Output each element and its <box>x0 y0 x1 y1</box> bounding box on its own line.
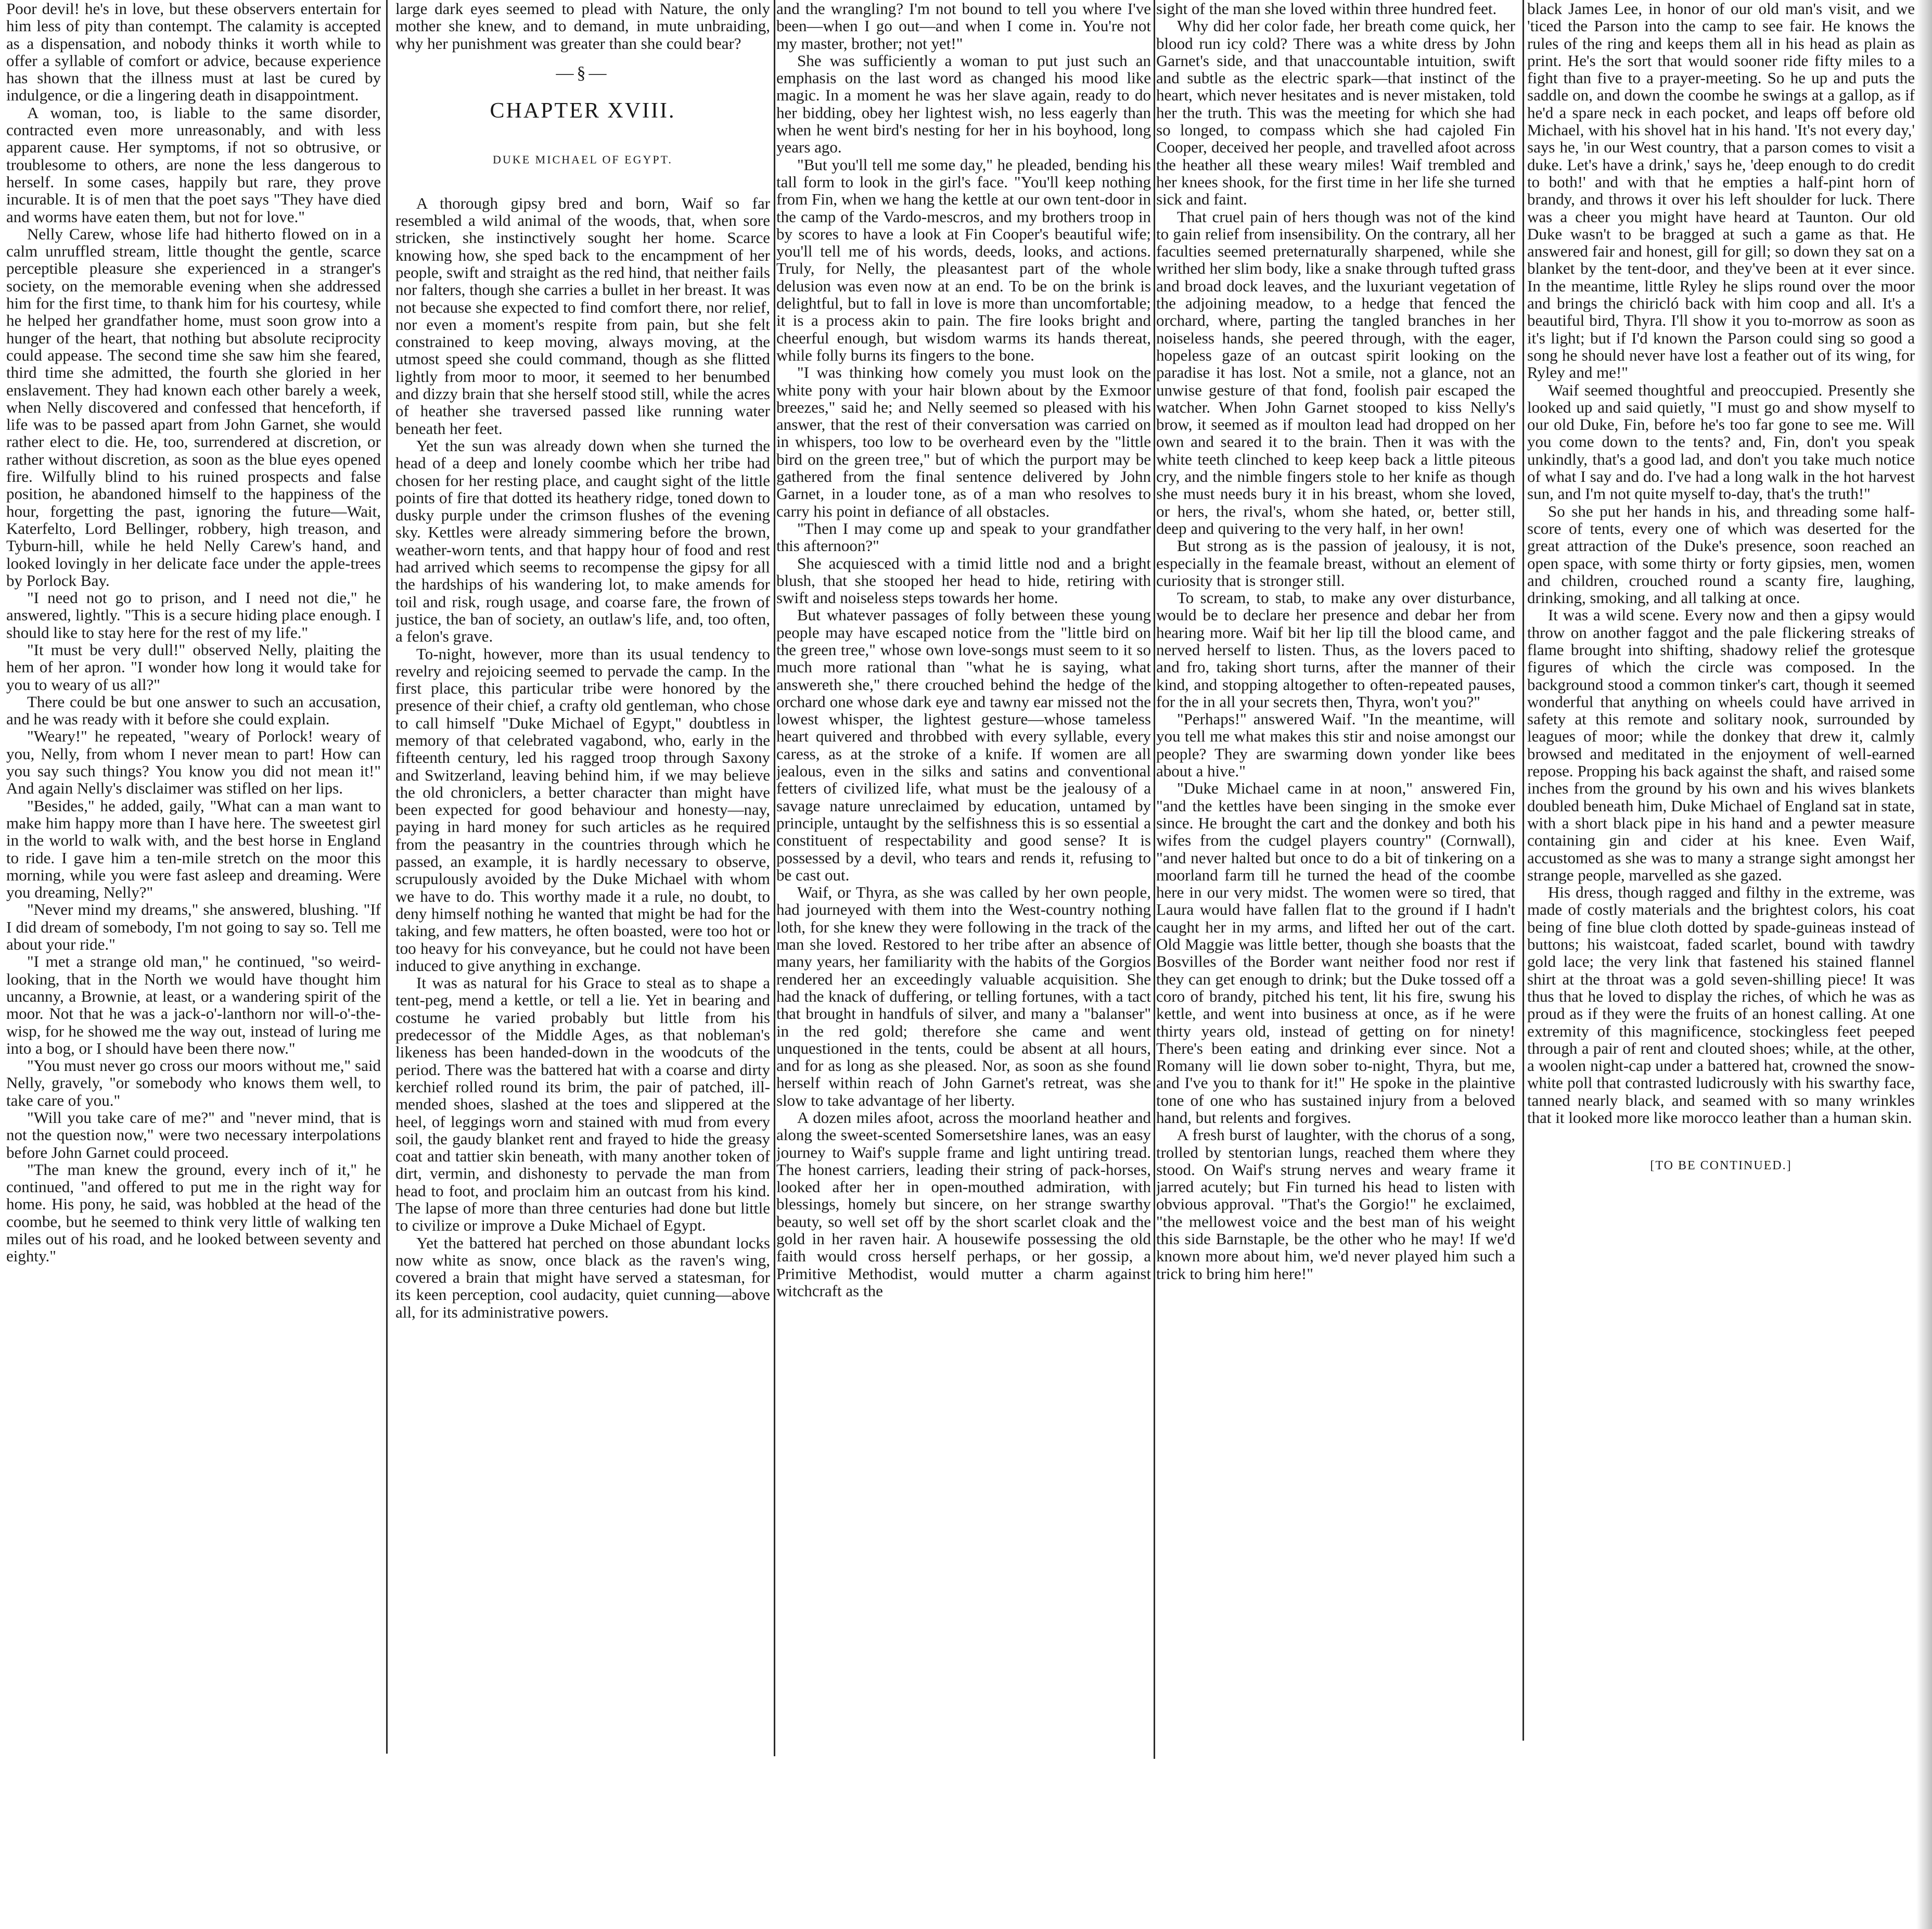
page-edge-shadow <box>1916 0 1932 1929</box>
paragraph: His dress, though ragged and filthy in the extreme, was made of costly materials and the brightest colors, his coat being of fine blue cloth dotted by spade-guineas instead of buttons; his waistcoat, faded scarlet, bound with tawdry gold lace; the very link that fastened his stained flannel shirt at the throat was a gold seven-shilling piece! It was thus that he loved to display the riches, of which he was as proud as if they were the fruits of an honest calling. At one extremity of this magnificence, stockingless feet peeped through a pair of rent and clouted shoes; while, at the other, a woolen night-cap under a battered hat, crowned the snow-white poll that contrasted ludicrously with his swarthy face, tanned nearly black, and seamed with so many wrinkles that it looked more like morocco leather than a human skin. <box>1527 883 1915 1127</box>
chapter-subtitle: DUKE MICHAEL OF EGYPT. <box>493 153 673 167</box>
column-2 <box>395 0 770 1759</box>
paragraph: "But you'll tell me some day," he pleaded, bending his tall form to look in the girl's face. "You'll keep nothing from Fin, when we hang the kettle at our own tent-door in the camp of the Vardo-mescros, and my brothers troop in by scores to have a look at Fin Cooper's beautiful wife; you'll tell me of his words, deeds, looks, and actions. Truly, for Nelly, the pleasantest part of the whole delusion was even now at an end. To be on the brink is delightful, but to fall in love is more than uncomfortable; it is a process akin to pain. The fire looks bright and cheerful enough, but wisdom warms its hands thereat, while folly burns its fingers to the bone. <box>776 155 1151 364</box>
paragraph: "I need not go to prison, and I need not die," he answered, lightly. "This is a secure hiding place enough. I should like to stay here for the rest of my life." <box>6 589 381 642</box>
to-be-continued: [TO BE CONTINUED.] <box>1650 1159 1792 1173</box>
paragraph: Waif, or Thyra, as she was called by her own people, had journeyed with them into the West-country nothing loth, for she knew they were following in the track of the man she loved. Restored to her tribe after an absence of many years, her familiarity with the habits of the Gorgios rendered her an exceedingly valuable acquisition. She had the knack of duffering, or telling fortunes, with a tact that brought in handfuls of silver, and many a "balanser" in the red gold; therefore she came and went unquestioned in the tents, could be absent at all hours, and for as long as she pleased. Nor, as soon as she found herself within reach of John Garnet's retreat, was she slow to take advantage of her liberty. <box>776 883 1151 1109</box>
paragraph: A woman, too, is liable to the same disorder, contracted even more unreasonably, and with less apparent cause. Her symptoms, if not so obtrusive, or troublesome to others, are none the less dangerous to herself. In some cases, happily but rare, they prove incurable. It is of men that the poet says "They have died and worms have eaten them, but not for love." <box>6 103 381 226</box>
paragraph: "Duke Michael came in at noon," answered Fin, "and the kettles have been singing in the smoke ever since. He brought the cart and the donkey and both his wifes from the cudgel players country" (Cornwall), "and never halted but once to do a bit of tinkering on a moorland farm till he turned the head of the coombe here in our very midst. The women were so tired, that Laura would have fallen flat to the ground if I hadn't caught her in my arms, and lifted her out of the cart. Old Maggie was little better, though she boasts that the Bosvilles of the Border want neither food nor rest if they can get enough to drink; but the Duke tossed off a coro of brandy, pitched his tent, lit his fire, swung his kettle, and went into business at once, as if he were thirty years old, instead of getting on for ninety! There's been eating and drinking ever since. Not a Romany will lie down sober to-night, Thyra, but me, and I've you to thank for it!" He spoke in the plaintive tone of one who has sustained injury from a beloved hand, but relents and forgives. <box>1156 779 1515 1127</box>
column-5 <box>1527 0 1915 1759</box>
paragraph: "You must never go cross our moors without me," said Nelly, gravely, "or somebody who knows them well, to take care of you." <box>6 1056 381 1109</box>
paragraph: It was a wild scene. Every now and then a gipsy would throw on another faggot and the pale flickering streaks of flame brought into shifting, shadowy relief the grotesque figures of which the circle was composed. In the background stood a common tinker's cart, though it seemed wonderful that anything on wheels could have arrived in safety at this remote and solitary nook, surrounded by leagues of moor; while the donkey that drew it, calmly browsed and meditated in the enjoyment of well-earned repose. Propping his back against the shaft, and raised some inches from the ground by his own and his wives blankets doubled beneath him, Duke Michael of England sat in state, with a short black pipe in his hand and a pewter measure containing gin and cider at his knee. Even Waif, accustomed as she was to many a strange sight amongst her strange people, marvelled as she gazed. <box>1527 606 1915 884</box>
paragraph: black James Lee, in honor of our old man's visit, and we 'ticed the Parson into the camp to see fair. He knows the rules of the ring and keeps them all in his head as plain as print. He's the sort that would sooner ride fifty miles to a fight than five to a prayer-meeting. So he up and puts the saddle on, and down the coombe he swings at a gallop, as if he'd a spare neck in each pocket, and leaps off before old Michael, with his shovel hat in his hand. 'It's not every day,' says he, 'in our West country, that a parson comes to visit a duke. Let's have a drink,' says he, 'deep enough to do credit to both!' and with that he empties a half-pint horn of brandy, and throws it over his left shoulder for luck. There was a cheer you might have heard at Taunton. Our old Duke wasn't to be bragged at such a game as that. He answered fair and honest, gill for gill; so down they sat on a blanket by the tent-door, and they've been at it ever since. In the meantime, little Ryley he slips round over the moor and brings the chiricló back with him coop and all. It's a beautiful bird, Thyra. I'll show it you to-morrow as soon as it's light; but if I'd known the Parson could sing so good a song he should never have lost a feather out of its wing, for Ryley and me!" <box>1527 0 1915 382</box>
paragraph: "The man knew the ground, every inch of it," he continued, "and offered to put me in the right way for home. His pony, he said, was hobbled at the head of the coombe, but he seemed to think very little of walking ten miles out of his road, and he looked between seventy and eighty." <box>6 1160 381 1266</box>
column-rule <box>774 0 775 1756</box>
chapter-heading <box>395 65 770 169</box>
column-rule <box>1522 0 1524 1741</box>
paragraph: She acquiesced with a timid little nod and a bright blush, that she stooped her head to hide, retiring with swift and noiseless steps towards her home. <box>776 554 1151 607</box>
paragraph: But strong as is the passion of jealousy, it is not, especially in the feamale breast, without an element of curiosity that is stronger still. <box>1156 536 1515 590</box>
column-3 <box>776 0 1151 1759</box>
paragraph: "Weary!" he repeated, "weary of Porlock! weary of you, Nelly, from whom I never mean to part! How can you say such things? You know you did not mean it!" And again Nelly's disclaimer was stifled on her lips. <box>6 727 381 798</box>
paragraph: Yet the battered hat perched on those abundant locks now white as snow, once black as the raven's wing, covered a brain that might have served a statesman, for its keen perception, cool audacity, quiet cunning—above all, for its administrative powers. <box>395 1233 770 1321</box>
paragraph: A dozen miles afoot, across the moorland heather and along the sweet-scented Somersetshire lanes, was an easy journey to Waif's supple frame and light untiring tread. The honest carriers, leading their string of pack-horses, looked after her in open-mouthed admiration, with blessings, homely but sincere, on her strange swarthy beauty, so well set off by the short scarlet cloak and the gold in her raven hair. A housewife possessing the old faith would cross herself perhaps, or her gossip, a Primitive Methodist, would mutter a charm against witchcraft as the <box>776 1108 1151 1300</box>
paragraph: Waif seemed thoughtful and preoccupied. Presently she looked up and said quietly, "I must go and show myself to our old Duke, Fin, before he's too far gone to see me. Will you come down to the tents? and, Fin, don't you speak unkindly, that's a good lad, and don't you take much notice of what I say and do. I've had a long walk in the hot harvest sun, and I'm not quite myself to-day, that's the truth!" <box>1527 380 1915 503</box>
paragraph: "Besides," he added, gaily, "What can a man want to make him happy more than I have here. The sweetest girl in the world to walk with, and the best horse in England to ride. I gave him a ten-mile stretch on the moor this morning, while you were fast asleep and dreaming. Were you dreaming, Nelly?" <box>6 796 381 902</box>
paragraph: She was sufficiently a woman to put just such an emphasis on the last word as changed his mood like magic. In a moment he was her slave again, ready to do her bidding, obey her lightest wish, no less eagerly than when he went bird's nesting for her in his boyhood, long years ago. <box>776 51 1151 157</box>
paragraph: "Will you take care of me?" and "never mind, that is not the question now," were two necessary interpolations before John Garnet could proceed. <box>6 1108 381 1161</box>
paragraph: "I met a strange old man," he continued, "so weird-looking, that in the North we would have thought him uncanny, a Brownie, at least, or a wandering spirit of the moor. Not that he was a jack-o'-lanthorn nor will-o'-the-wisp, for he showed me the way out, instead of luring me into a bog, or I should have been there now." <box>6 952 381 1057</box>
paragraph: "Then I may come up and speak to your grandfather this afternoon?" <box>776 519 1151 555</box>
paragraph: That cruel pain of hers though was not of the kind to gain relief from insensibility. On the contrary, all her faculties seemed preternaturally sharpened, while she writhed her slim body, like a snake through tufted grass and broad dock leaves, and the luxuriant vegetation of the adjoining meadow, to a hedge that fenced the orchard, where, parting the tangled branches in her noiseless hands, she peered through, with the eager, hopeless gaze of an outcast spirit looking on the paradise it has lost. Not a smile, not a glance, not an unwise gesture of that fond, foolish pair escaped the watcher. When John Garnet stooped to kiss Nelly's brow, it seemed as if moulton lead had dropped on her own and seared it to the brain. Then it was with the white teeth clinched to keep keep back a little piteous cry, and the nimble fingers stole to her knife as though she must needs bury it in his breast, whom she loved, or hers, the rival's, whom she hated, or, better still, deep and quivering to the very half, in her own! <box>1156 207 1515 538</box>
paragraph: To scream, to stab, to make any over disturbance, would be to declare her presence and debar her from hearing more. Waif bit her lip till the blood came, and nerved herself to listen. Thus, as the lovers paced to and fro, taking short turns, after the manner of their kind, and stopping altogether to often-repeated pauses, for the in all your secrets then, Thyra, won't you?" <box>1156 589 1515 711</box>
paragraph: There could be but one answer to such an accusation, and he was ready with it before she could explain. <box>6 692 381 729</box>
paragraph: Poor devil! he's in love, but these observers entertain for him less of pity than contempt. The calamity is accepted as a dispensation, and nobody thinks it worth while to offer a syllable of comfort or advice, because experience has shown that the illness must at last be cured by indulgence, or die a lingering death in disappointment. <box>6 0 381 105</box>
paragraph: "Perhaps!" answered Waif. "In the meantime, will you tell me what makes this stir and noise amongst our people? They are swarming down yonder like bees about a hive." <box>1156 710 1515 781</box>
column-rule <box>386 0 388 1754</box>
paragraph: So she put her hands in his, and threading some half-score of tents, every one of which was deserted for the great attraction of the Duke's presence, soon reached an open space, with some thirty or forty gipsies, men, women and children, crouched round a scanty fire, laughing, drinking, smoking, and all talking at once. <box>1527 502 1915 607</box>
column-rule <box>1154 0 1155 1759</box>
paragraph: To-night, however, more than its usual tendency to revelry and rejoicing seemed to pervade the camp. In the first place, this particular tribe were honored by the presence of their chief, a crafty old gentleman, who chose to call himself "Duke Michael of Egypt," doubtless in memory of that celebrated vagabond, who, early in the fifteenth century, led his ragged troop through Saxony and Switzerland, leaving behind him, if we may believe the old chroniclers, a better character than might have been expected for good behaviour and honesty—nay, paying in hard money for such articles as he required from the peasantry in the countries through which he passed, an example, it is hardly necessary to observe, scrupulously avoided by the Duke Michael with whom we have to do. This worthy made it a rule, no doubt, to deny himself nothing he wanted that might be had for the taking, and few matters, he often boasted, were too hot or too heavy for his conveyance, but he could not have been induced to give anything in exchange. <box>395 644 770 975</box>
paragraph: A fresh burst of laughter, with the chorus of a song, trolled by stentorian lungs, reached them where they stood. On Waif's strung nerves and weary frame it jarred acutely; but Fin turned his head to listen with obvious approval. "That's the Gorgio!" he exclaimed, "the mellowest voice and the best man of his weight this side Barnstaple, be the other who he may! If we'd known more about him, we'd never played him such a trick to bring him here!" <box>1156 1126 1515 1283</box>
column-4 <box>1156 0 1515 1759</box>
paragraph: "I was thinking how comely you must look on the white pony with your hair blown about by the Exmoor breezes," said he; and Nelly seemed so pleased with his answer, that the rest of their conversation was carried on in whispers, too low to be overheard even by the "little bird on the green tree," but of which the purport may be gathered from the final sentence delivered by John Garnet, in a louder tone, as of a man who resolves to carry his point in defiance of all obstacles. <box>776 363 1151 520</box>
paragraph: "Never mind my dreams," she answered, blushing. "If I did dream of somebody, I'm not going to say so. Tell me about your ride." <box>6 900 381 954</box>
paragraph: large dark eyes seemed to plead with Nature, the only mother she knew, and to demand, in mute unbraiding, why her punishment was greater than she could bear? <box>395 0 770 53</box>
paragraph: A thorough gipsy bred and born, Waif so far resembled a wild animal of the woods, that, when sore stricken, she instinctively sought her home. Scarce knowing how, she sped back to the encampment of her people, swift and straight as the red hind, that neither fails nor falters, though she carries a bullet in her breast. It was not because she expected to find comfort there, nor relief, nor even a moment's respite from pain, but she felt constrained to keep moving, always moving, at the utmost speed she could command, though as she flitted lightly from moor to moor, it seemed to her benumbed and dizzy brain that she herself stood still, while the acres of heather she traversed passed like running water beneath her feet. <box>395 194 770 438</box>
paragraph: Why did her color fade, her breath come quick, her blood run icy cold? There was a white dress by John Garnet's side, and that unaccountable intuition, swift and subtle as the electric spark—that instinct of the heart, which never hesitates and is never mistaken, told her the truth. This was the meeting for which she had so longed, to compass which she had cajoled Fin Cooper, deceived her people, and travelled afoot across the heather all these weary miles! Waif trembled and her knees shook, for the first time in her life she turned sick and faint. <box>1156 17 1515 209</box>
chapter-title: CHAPTER XVIII. <box>490 99 676 123</box>
column-1 <box>6 0 381 1759</box>
paragraph: Nelly Carew, whose life had hitherto flowed on in a calm unruffled stream, little thought the gentle, scarce perceptible pleasure she experienced in a stranger's society, on the memorable evening when she addressed him for the first time, to thank him for his courtesy, while he helped her grandfather home, must soon grow into a hunger of the heart, that nothing but absolute reciprocity could appease. The second time she saw him she feared, third time she admitted, the fourth she gloried in her enslavement. They had known each other barely a week, when Nelly discovered and confessed that henceforth, if life was to be passed apart from John Garnet, she would rather elect to die. He, too, surrendered at discretion, or rather without discretion, as soon as the blue eyes opened fire. Wilfully blind to his ruined prospects and false position, he abandoned himself to the happiness of the hour, forgetting the past, ignoring the future—Wait, Katerfelto, Lord Bellinger, robbery, high treason, and Tyburn-hill, while he held Nelly Carew's hand, and looked lovingly in her delicate face under the apple-trees by Porlock Bay. <box>6 224 381 590</box>
paragraph: sight of the man she loved within three hundred feet. <box>1156 0 1497 18</box>
paragraph: "It must be very dull!" observed Nelly, plaiting the hem of her apron. "I wonder how long it would take for you to weary of us all?" <box>6 640 381 694</box>
paragraph: But whatever passages of folly between these young people may have escaped notice from the "little bird on the green tree," whose own love-songs must seem to it so much more rational than "what he is saying, what answereth she," there crouched behind the hedge of the orchard one whose dark eye and tawny ear missed not the lowest whisper, the lightest gesture—whose tameless heart quivered and throbbed with every syllable, every caress, as at the stroke of a knife. If women are all jealous, even in the silks and satins and conventional fetters of civilized life, what must be the jealousy of a savage nature unreclaimed by education, untamed by principle, untaught by the selfishness this is so essential a constituent of respectability and good sense? It is possessed by a devil, who tears and rends it, refusing to be cast out. <box>776 606 1151 884</box>
paragraph: It was as natural for his Grace to steal as to shape a tent-peg, mend a kettle, or tell a lie. Yet in bearing and costume he varied probably but little from his predecessor of the Middle Ages, as that nobleman's likeness has been handed-down in the woodcuts of the period. There was the battered hat with a coarse and dirty kerchief rolled round its brim, the pair of patched, ill-mended shoes, slashed at the toes and slippered at the heel, of leggings worn and stained with mud from every soil, the gaudy blanket rent and frayed to hide the greasy coat and tattier skin beneath, with many another token of dirt, vermin, and dishonesty to pervade the man from head to foot, and proclaim him an outcast from his kind. The lapse of more than three centuries had done but little to civilize or improve a Duke Michael of Egypt. <box>395 974 770 1235</box>
chapter-ornament: —§— <box>556 63 610 83</box>
paragraph: Yet the sun was already down when she turned the head of a deep and lonely coombe which her tribe had chosen for her resting place, and caught sight of the little points of fire that dotted its heathery ridge, toned down to dusky purple under the crimson flushes of the evening sky. Kettles were already simmering before the brown, weather-worn tents, and that happy hour of food and rest had arrived which seems to recompense the gipsy for all the hardships of his wandering lot, to make amends for toil and risk, rough usage, and coarse fare, the frown of justice, the ban of society, an outlaw's life, and, too often, a felon's grave. <box>395 436 770 646</box>
paragraph: and the wrangling? I'm not bound to tell you where I've been—when I go out—and when I come in. You're not my master, brother; not yet!" <box>776 0 1151 53</box>
